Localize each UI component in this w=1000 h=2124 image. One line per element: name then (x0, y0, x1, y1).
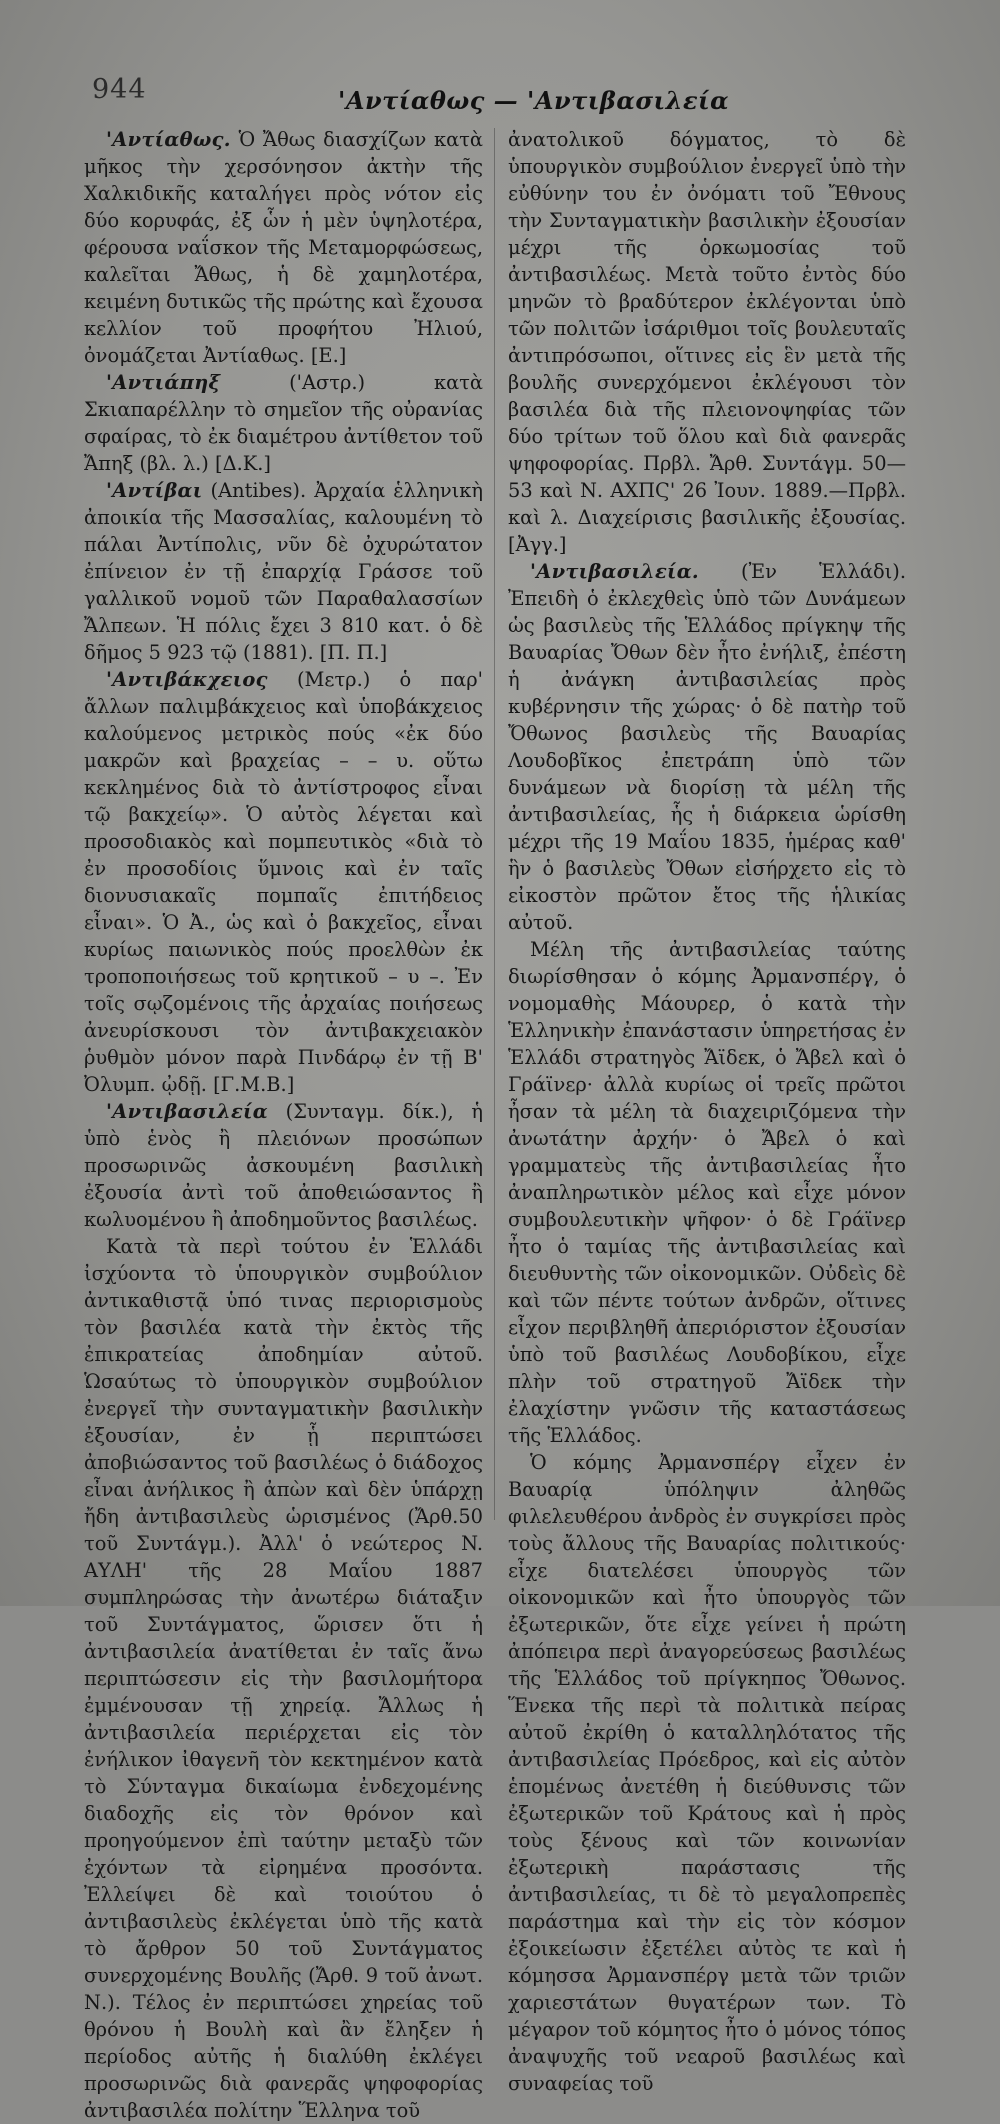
entry-text: Μέλη τῆς ἀντιβασιλείας ταύτης διωρίσθησαν ὁ κόμης Ἀρμανσπέργ, ὁ νομομαθὴς Μάουρερ, ὁ κατὰ τὴν Ἑλληνικὴν ἐπανάστασιν ὑπηρετήσας ἐν Ἑλλάδι στρατηγὸς Ἄϊδεκ, ὁ Ἄβελ καὶ ὁ Γράϊνερ· ἀλλὰ κυρίως οἱ τρεῖς πρῶτοι ἦσαν τὰ μέλη τὰ διαχειριζόμενα τὴν ἀνωτάτην ἀρχήν· ὁ Ἄβελ ὁ καὶ γραμματεὺς τῆς ἀντιβασιλείας ἦτο ἀναπληρωτικὸν μέλος καὶ εἶχε μόνον συμβουλευτικὴν ψῆφον· ὁ δὲ Γράϊνερ ἦτο ὁ ταμίας τῆς ἀντιβασιλείας καὶ διευθυντὴς τῶν οἰκονομικῶν. Οὐδεὶς δὲ καὶ τῶν πέντε τούτων ἀνδρῶν, οἵτινες εἶχον περιβληθῆ ἀπεριόριστον ἐξουσίαν ὑπὸ τοῦ βασιλέως Λουδοβίκου, εἶχε πλὴν τοῦ στρατηγοῦ Ἄϊδεκ τὴν ἐλαχίστην γνῶσιν τῆς καταστάσεως τῆς Ἑλλάδος. (508, 938, 906, 1447)
entry-antiathos (84, 126, 483, 369)
headword: 'Αντίβαι (106, 479, 203, 502)
headword: 'Αντίαθως. (106, 128, 231, 151)
entry-regency-continuation (508, 126, 906, 558)
column-divider (494, 128, 495, 1520)
entry-text: ἀνατολικοῦ δόγματος, τὸ δὲ ὑπουργικὸν συμβούλιον ἐνεργεῖ ὑπὸ τὴν εὐθύνην του ἐν ὀνόματι τοῦ Ἔθνους τὴν Συνταγματικὴν βασιλικὴν ἐξουσίαν μέχρι τῆς ὁρκωμοσίας τοῦ ἀντιβασιλέως. Μετὰ τοῦτο ἐντὸς δύο μηνῶν τὸ βραδύτερον ἐκλέγονται ὑπὸ τῶν πολιτῶν ἰσάριθμοι τοῖς βουλευταῖς ἀντιπρόσωποι, οἵτινες εἰς ἓν μετὰ τῆς βουλῆς συνερχόμενοι ἐκλέγουσι τὸν βασιλέα διὰ τῆς πλειονοψηφίας τῶν δύο τρίτων τοῦ ὅλου καὶ διὰ φανερᾶς ψηφοφορίας. Πρβλ. Ἄρθ. Συντάγμ. 50—53 καὶ Ν. ΑΧΠϚ' 26 Ἰουν. 1889.—Πρβλ. καὶ λ. Διαχείρισις βασιλικῆς ἐξουσίας. [Ἀγγ.] (508, 128, 906, 556)
headword: 'Αντιβάκχειος (106, 668, 268, 691)
entry-antiapex (84, 369, 483, 477)
entry-regency-greece (508, 558, 906, 936)
entry-antibes (84, 477, 483, 666)
entry-text: Ὁ κόμης Ἀρμανσπέργ εἶχεν ἐν Βαυαρίᾳ ὑπόληψιν ἀληθῶς φιλελευθέρου ἀνδρὸς ἐν συγκρίσει πρὸς τοὺς ἄλλους τῆς Βαυαρίας πολιτικούς· εἶχε διατελέσει ὑπουργὸς τῶν οἰκονομικῶν καὶ ἦτο ὑπουργὸς τῶν ἐξωτερικῶν, ὅτε εἶχε γείνει ἡ πρώτη ἀπόπειρα περὶ ἀναγορεύσεως βασιλέως τῆς Ἑλλάδος τοῦ πρίγκηπος Ὄθωνος. Ἕνεκα τῆς περὶ τὰ πολιτικὰ πείρας αὐτοῦ ἐκρίθη ὁ καταλληλότατος τῆς ἀντιβασιλείας Πρόεδρος, καὶ εἰς αὐτὸν ἑπομένως ἀνετέθη ἡ διεύθυνσις τῶν ἐξωτερικῶν τοῦ Κράτους καὶ ἡ πρὸς τοὺς ξένους καὶ τῶν κοινωνίαν ἐξωτερικὴ παράστασις τῆς ἀντιβασιλείας, τι δὲ τὸ μεγαλοπρεπὲς παράστημα καὶ τὴν εἰς τὸν κόσμον ἐξοικείωσιν ἐξετέλει αὐτὸς τε καὶ ἡ κόμησσα Ἀρμανσπέργ μετὰ τῶν τριῶν χαριεστάτων θυγατέρων των. Τὸ μέγαρον τοῦ κόμητος ἦτο ὁ μόνος τόπος ἀναψυχῆς τοῦ νεαροῦ βασιλέως καὶ συναφείας τοῦ (508, 1451, 906, 2095)
headword: 'Αντιβασιλεία. (530, 560, 699, 583)
entry-text: (Ἐν Ἑλλάδι). Ἐπειδὴ ὁ ἐκλεχθεὶς ὑπὸ τῶν Δυνάμεων ὡς βασιλεὺς τῆς Ἑλλάδος πρίγκηψ τῆς Βαυαρίας Ὄθων δὲν ἦτο ἐνήλιξ, ἐπέστη ἡ ἀνάγκη ἀντιβασιλείας πρὸς κυβέρνησιν τῆς χώρας· ὁ δὲ πατὴρ τοῦ Ὄθωνος βασιλεὺς τῆς Βαυαρίας Λουδοβῖκος ἐπετράπη ὑπὸ τῶν δυνάμεων νὰ διορίσῃ τὰ μέλη τῆς ἀντιβασιλείας, ἧς ἡ διάρκεια ὡρίσθη μέχρι τῆς 19 Μαΐου 1835, ἡμέρας καθ' ἣν ὁ βασιλεὺς Ὄθων εἰσήρχετο εἰς τὸ εἰκοστὸν πρῶτον ἔτος τῆς ἡλικίας αὐτοῦ. (508, 560, 906, 934)
headword: 'Αντιβασιλεία (106, 1100, 268, 1123)
entry-text: (Μετρ.) ὁ παρ' ἄλλων παλιμβάκχειος καὶ ὑποβάκχειος καλούμενος μετρικὸς πούς «ἐκ δύο μακρῶν καὶ βραχείας – – υ. οὕτω κεκλημένος διὰ τὸ ἀντίστροφος εἶναι τῷ βακχείῳ». Ὁ αὐτὸς λέγεται καὶ προσοδιακὸς καὶ πομπευτικὸς «διὰ τὸ ἐν προσοδίοις ὕμνοις καὶ ἐν ταῖς διονυσιακαῖς πομπαῖς ἐπιτήδειος εἶναι». Ὁ Ἀ., ὡς καὶ ὁ βακχεῖος, εἶναι κυρίως παιωνικὸς πούς προελθὼν ἐκ τροποποιήσεως τοῦ κρητικοῦ – υ –. Ἐν τοῖς σῳζομένοις τῆς ἀρχαίας ποιήσεως ἀνευρίσκουσι τὸν ἀντιβακχειακὸν ῥυθμὸν μόνον παρὰ Πινδάρῳ ἐν τῇ Β' Ὀλυμπ. ᾠδῇ. [Γ.Μ.Β.] (84, 668, 483, 1096)
entry-text: Κατὰ τὰ περὶ τούτου ἐν Ἑλλάδι ἰσχύοντα τὸ ὑπουργικὸν συμβούλιον ἀντικαθιστᾷ ὑπό τινας περιορισμοὺς τὸν βασιλέα κατὰ τὴν ἐκτὸς τῆς ἐπικρατείας ἀποδημίαν αὐτοῦ. Ὡσαύτως τὸ ὑπουργικὸν συμβούλιον ἐνεργεῖ τὴν συνταγματικὴν βασιλικὴν ἐξουσίαν, ἐν ᾗ περιπτώσει ἀποβιώσαντος τοῦ βασιλέως ὁ διάδοχος εἶναι ἀνήλικος ἢ ἀπὼν καὶ δὲν ὑπάρχῃ ἤδη ἀντιβασιλεὺς ὡρισμένος (Ἄρθ.50 τοῦ Συντάγμ.). Ἀλλ' ὁ νεώτερος N. ΑΥΛΗ' τῆς 28 Μαΐου 1887 συμπληρώσας τὴν ἀνωτέρω διάταξιν τοῦ Συντάγματος, ὥρισεν ὅτι ἡ ἀντιβασιλεία ἀνατίθεται ἐν ταῖς ἄνω περιπτώσεσιν εἰς τὴν βασιλομήτορα ἐμμένουσαν τῇ χηρείᾳ. Ἄλλως ἡ ἀντιβασιλεία περιέρχεται εἰς τὸν ἐνήλικον ἰθαγενῆ τὸν κεκτημένον κατὰ τὸ Σύνταγμα δικαίωμα ἐνδεχομένης διαδοχῆς εἰς τὸν θρόνον καὶ προηγούμενον ἐπὶ ταύτην μεταξὺ τῶν ἐχόντων τὰ εἰρημένα προσόντα. Ἐλλείψει δὲ καὶ τοιούτου ὁ ἀντιβασιλεὺς ἐκλέγεται ὑπὸ τῆς κατὰ τὸ ἄρθρον 50 τοῦ Συντάγματος συνερχομένης Βουλῆς (Ἄρθ. 9 τοῦ ἀνωτ. Ν.). Τέλος ἐν περιπτώσει χηρείας τοῦ θρόνου ἡ Βουλὴ καὶ ἂν ἔληξεν ἡ περίοδος αὐτῆς ἡ διαλύθη ἐκλέγει προσωρινῶς διὰ φανερᾶς ψηφοφορίας ἀντιβασιλέα πολίτην Ἕλληνα τοῦ (84, 1235, 483, 2122)
right-column (508, 126, 906, 2097)
headword: 'Αντιάπηξ (106, 371, 221, 394)
entry-text: Ὁ Ἄθως διασχίζων κατὰ μῆκος τὴν χερσόνησον ἀκτὴν τῆς Χαλκιδικῆς καταλήγει πρὸς νότον εἰς δύο κορυφάς, ἐξ ὧν ἡ μὲν ὑψηλοτέρα, φέρουσα ναΐσκον τῆς Μεταμορφώσεως, καλεῖται Ἄθως, ἡ δὲ χαμηλοτέρα, κειμένη δυτικῶς τῆς πρώτης καὶ ἔχουσα κελλίον τοῦ προφήτου Ἠλιού, ὀνομάζεται Ἀντίαθως. [Ε.] (84, 128, 483, 367)
entry-text: (Συνταγμ. δίκ.), ἡ ὑπὸ ἑνὸς ἢ πλειόνων προσώπων προσωρινῶς ἀσκουμένη βασιλικὴ ἐξουσία ἀντὶ τοῦ ἀποθειώσαντος ἢ κωλυομένου ἢ ἀποδημοῦντος βασιλέως. (84, 1100, 483, 1231)
entry-regency (84, 1098, 483, 1233)
left-column (84, 126, 483, 2124)
regency-members-paragraph (508, 936, 906, 1449)
entry-text: (Antibes). Ἀρχαία ἑλληνικὴ ἀποικία τῆς Μασσαλίας, καλουμένη τὸ πάλαι Ἀντίπολις, νῦν δὲ ὀχυρώτατον ἐπίνειον ἐν τῇ ἐπαρχίᾳ Γράσσε τοῦ γαλλικοῦ νομοῦ τῶν Παραθαλασσίων Ἄλπεων. Ἡ πόλις ἔχει 3 810 κατ. ὁ δὲ δῆμος 5 923 τῷ (1881). [Π. Π.] (84, 479, 483, 664)
running-head: 'Αντίαθως — 'Αντιβασιλεία (338, 86, 730, 115)
entry-regency-continued (84, 1233, 483, 2124)
entry-text: ('Αστρ.) κατὰ Σκιαπαρέλλην τὸ σημεῖον τῆς οὐρανίας σφαίρας, τὸ ἐκ διαμέτρου ἀντίθετον τοῦ Ἄπηξ (βλ. λ.) [Δ.Κ.] (84, 371, 483, 475)
armansperg-paragraph (508, 1449, 906, 2097)
entry-antibaccheus (84, 666, 483, 1098)
page-number: 944 (92, 74, 147, 105)
